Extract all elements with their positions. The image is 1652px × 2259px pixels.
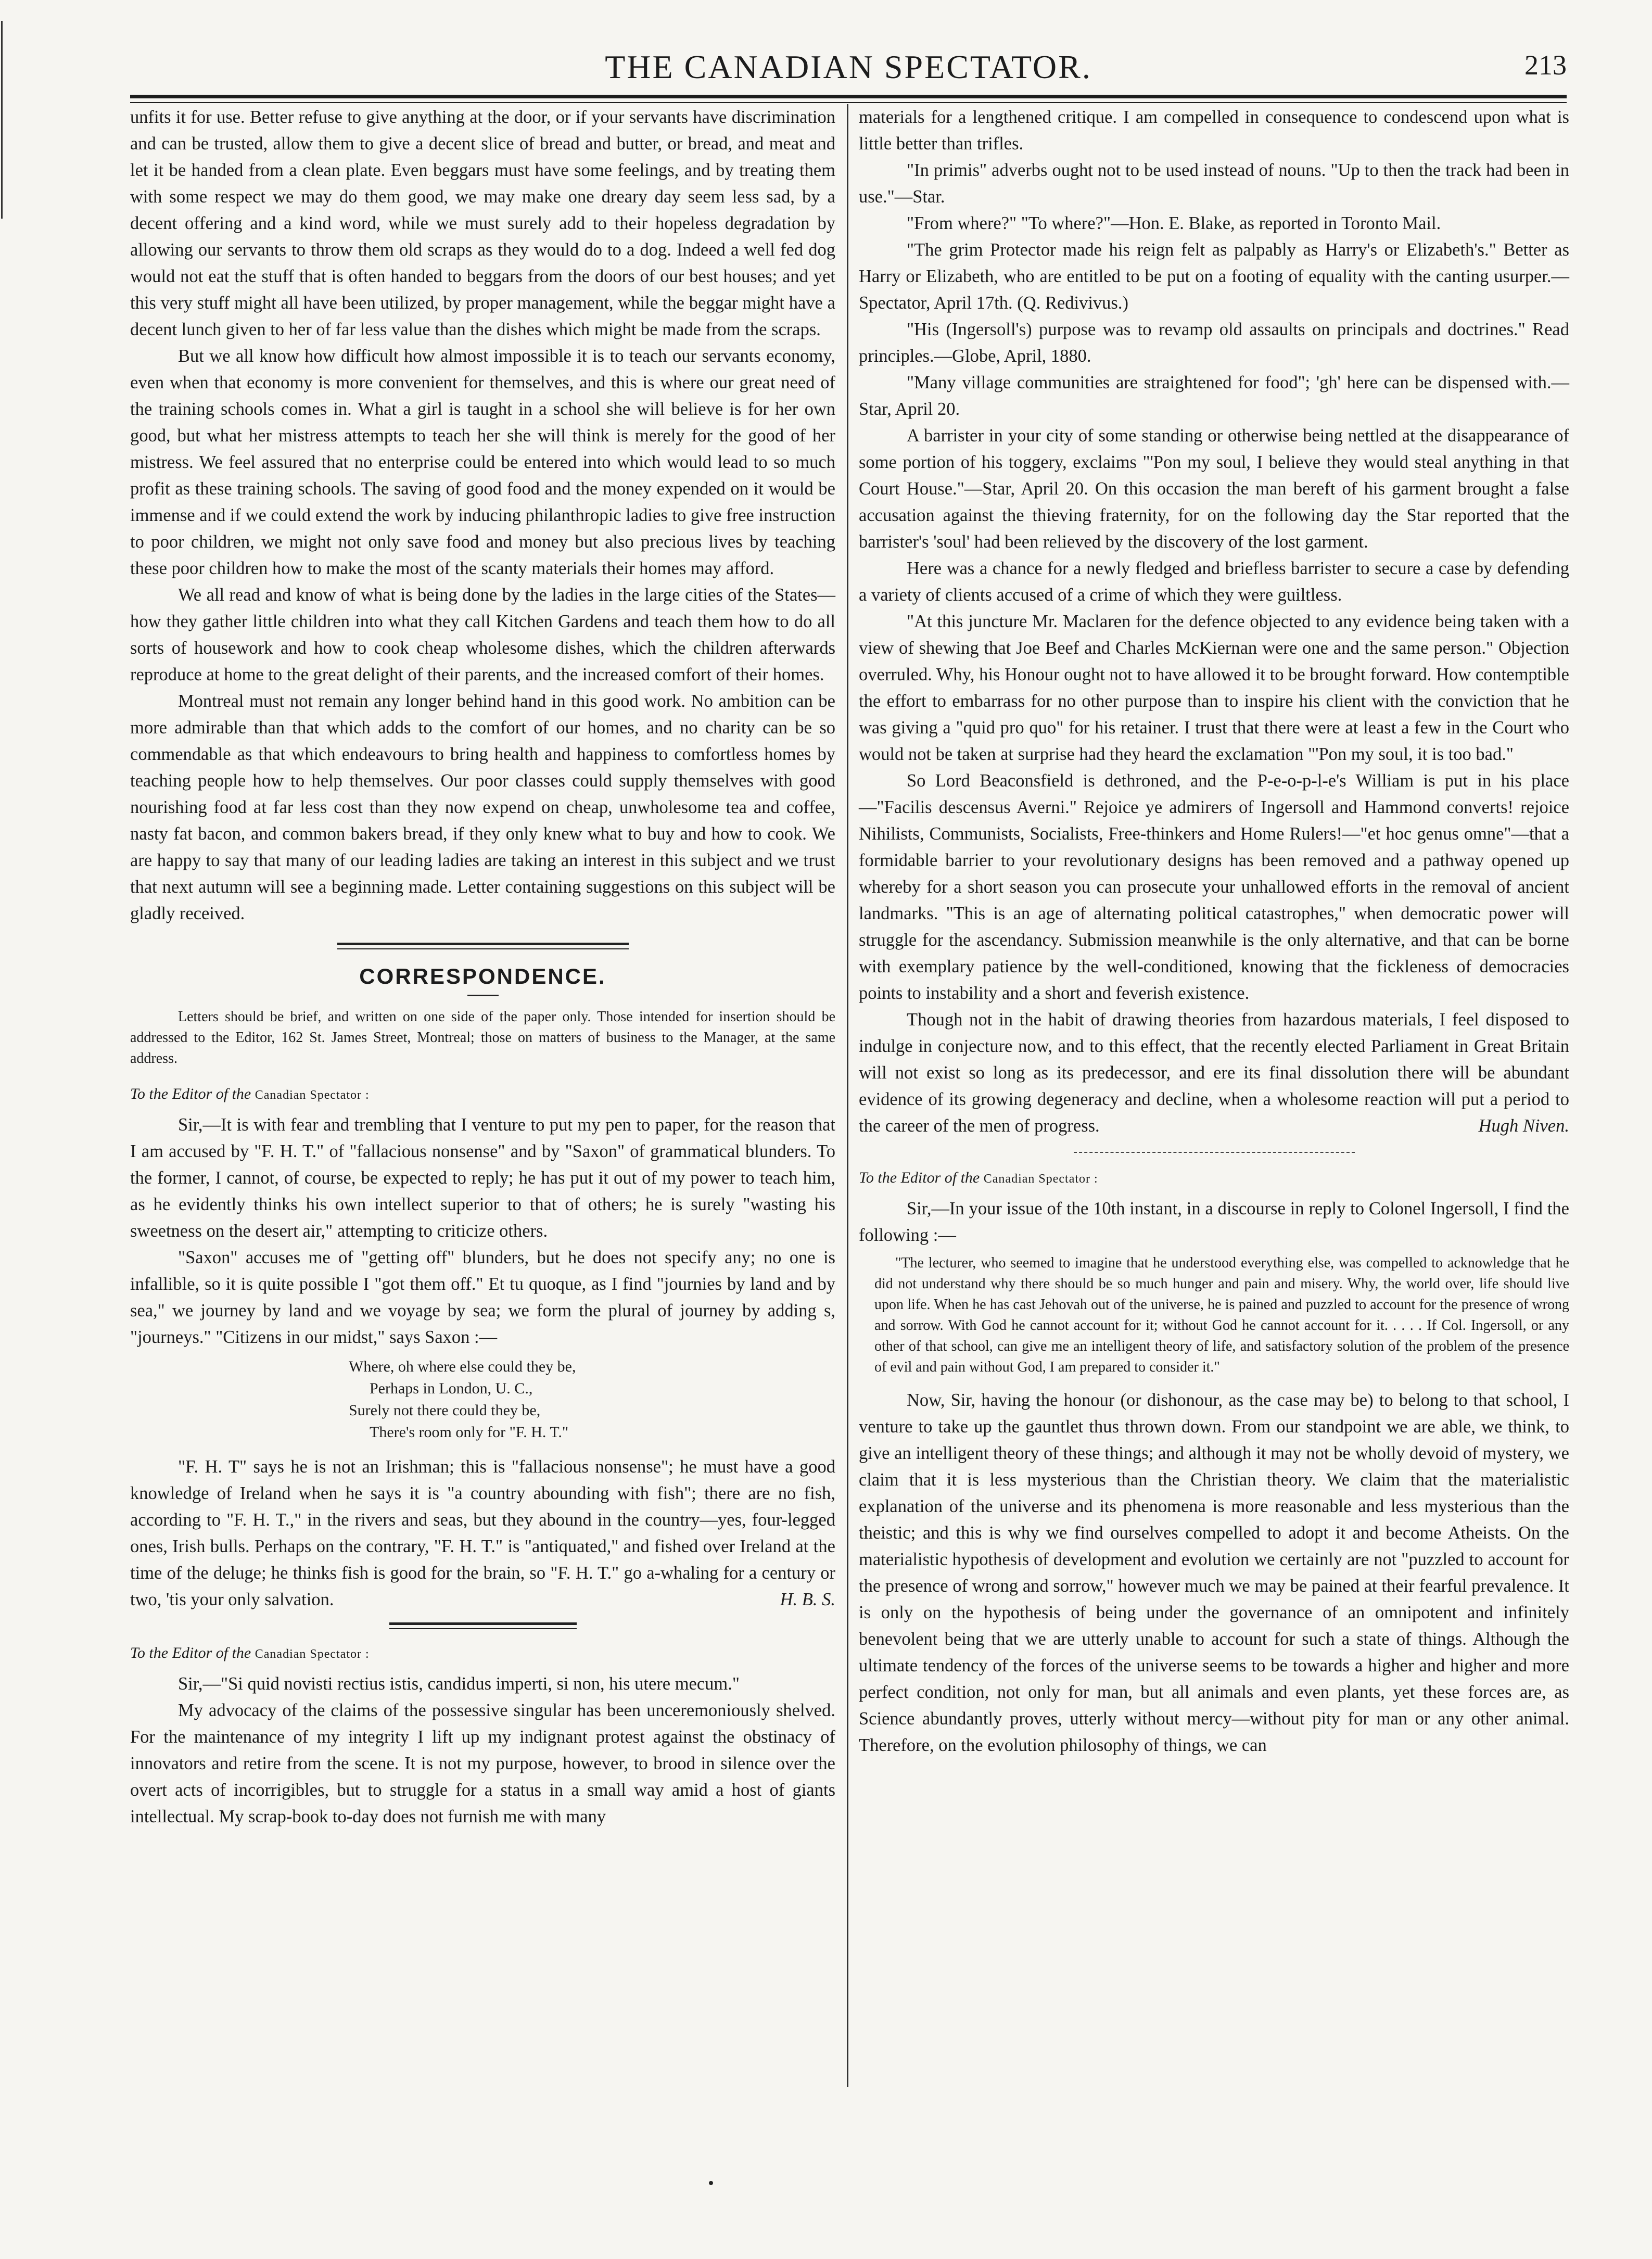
paragraph: Here was a chance for a newly fledged and briefless barrister to secure a case by defending a variety of clients accused of a crime of which they were guiltless. xyxy=(859,559,1569,605)
paragraph: But we all know how difficult how almost impossible it is to teach our servants economy, even when that economy is more convenient for themselves, and this is where our great need of the training schools comes in. What a girl is taught in a school she will believe is for her own good, but what her mistress attempts to teach her she will think is merely for the good of her mistress. We feel assured that no enterprise could be entered into which would lead to so much profit as these training schools. The saving of good food and the money expended on it would be immense and if we could extend the work by inducing philanthropic ladies to give free instruction to poor children, we might not only save food and money but also precious lives by teaching these poor children how to make the most of the scanty materials their homes may afford. xyxy=(130,346,835,578)
section-separator xyxy=(337,943,629,949)
address-text: To the Editor of the xyxy=(130,1644,251,1661)
left-column xyxy=(130,104,835,1830)
block-quote: "The lecturer, who seemed to imagine that he understood everything else, was compelled to acknowledge that he did not understand why there should be so much hunger and pain and misery. Why, the world over, life should live upon life. When he has cast Jehovah out of the universe, he is pained and puzzled to account for the presence of wrong and sorrow. With God he cannot account for it; without God he cannot account for it. . . . . If Col. Ingersoll, or any other of that school, can give me an intelligent theory of life, and satisfactory solution of the problem of the presence of evil and pain without God, I am prepared to consider it." xyxy=(874,1255,1569,1375)
section-separator xyxy=(389,1622,577,1629)
margin-mark xyxy=(1,21,3,219)
letter-address xyxy=(130,1081,835,1109)
address-publication: Canadian Spectator : xyxy=(255,1647,370,1661)
header-rule-thin xyxy=(130,102,1567,103)
paragraph: Sir,—"Si quid novisti rectius istis, candidus imperti, si non, his utere mecum." xyxy=(178,1674,740,1694)
publication-title: THE CANADIAN SPECTATOR. xyxy=(605,48,1092,85)
paragraph-text: Though not in the habit of drawing theories from hazardous materials, I feel disposed to indulge in conjecture now, and to this effect, that the recently elected Parliament in Great Britain will not exist so long as its predecessor, and ere its final dissolution there will be abundant evidence of its growing degeneracy and decline, when a wholesome reaction will put a period to the career of the men of progress. xyxy=(859,1010,1569,1136)
signature: Hugh Niven. xyxy=(1478,1116,1569,1136)
column-divider xyxy=(847,104,848,2087)
paragraph: "His (Ingersoll's) purpose was to revamp old assaults on principals and doctrines." Read principles.—Globe, April, 1880. xyxy=(859,320,1569,366)
header-rule xyxy=(130,95,1567,98)
paragraph: So Lord Beaconsfield is dethroned, and the P-e-o-p-l-e's William is put in his place—"Facilis descensus Averni." Rejoice ye admirers of Ingersoll and Hammond converts! rejoice Nihilists, Communists, Socialists, Free-thinkers and Home Rulers!—"et hoc genus omne"—that a formidable barrier to your revolutionary designs has been removed and a pathway opened up whereby for a short season you can prosecute your unhallowed efforts in the removal of ancient landmarks. "This is an age of alternating political catastrophes," when democratic power will struggle for the ascendancy. Submission meanwhile is the only alternative, and that can be borne with exemplary patience by the well-conditioned, knowing that the fickleness of democracies points to instability and a short and feverish existence. xyxy=(859,771,1569,1003)
right-column xyxy=(859,104,1569,1759)
paragraph: materials for a lengthened critique. I am compelled in consequence to condescend upon what is little better than trifles. xyxy=(859,107,1569,154)
paragraph-text: "F. H. T" says he is not an Irishman; this is "fallacious nonsense"; he must have a good knowledge of Ireland when he says it is "a country abounding with fish"; there are no fish, according to "F. H. T.," in the rivers and seas, but they abound in the country—yes, four-legged ones, Irish bulls. Perhaps on the contrary, "F. H. T." is "antiquated," and fished over Ireland at the time of the deluge; he thinks fish is good for the brain, so "F. H. T." go a-whaling for a century or two, 'tis your only salvation. xyxy=(130,1457,835,1609)
poem-line: Perhaps in London, U. C., xyxy=(370,1380,533,1397)
paragraph xyxy=(130,1454,835,1613)
address-publication: Canadian Spectator : xyxy=(983,1172,1098,1186)
poem-line: Surely not there could they be, xyxy=(349,1402,541,1419)
section-separator xyxy=(1074,1152,1355,1153)
letter-address xyxy=(130,1640,835,1668)
address-text: To the Editor of the xyxy=(859,1169,980,1186)
page-mark xyxy=(709,2181,713,2185)
paragraph: A barrister in your city of some standing or otherwise being nettled at the disappearance of some portion of his toggery, exclaims "'Pon my soul, I believe they would steal anything in that Court House."—Star, April 20. On this occasion the man bereft of his garment brought a false accusation against the thieving fraternity, for on the following day the Star reported that the barrister's 'soul' had been relieved by the discovery of the lost garment. xyxy=(859,426,1569,552)
poem-line: Where, oh where else could they be, xyxy=(349,1358,576,1375)
letter-address xyxy=(859,1164,1569,1192)
paragraph: "In primis" adverbs ought not to be used instead of nouns. "Up to then the track had been in use."—Star. xyxy=(859,160,1569,207)
paragraph: "The grim Protector made his reign felt as palpably as Harry's or Elizabeth's." Better as Harry or Elizabeth, who are entitled to be put on a footing of equality with the canting usurper.—Spectator, April 17th. (Q. Redivivus.) xyxy=(859,240,1569,313)
paragraph: Sir,—In your issue of the 10th instant, in a discourse in reply to Colonel Ingersoll, I find the following :— xyxy=(859,1199,1569,1245)
paragraph: unfits it for use. Better refuse to give anything at the door, or if your servants have discrimination and can be trusted, allow them to give a decent slice of bread and butter, or bread, and meat and let it be handed from a clean plate. Even beggars must have some feelings, and by treating them with some respect we may do them good, we may make one dreary day seem less sad, by a decent offering and a kind word, while we must surely add to their hopeless degradation by allowing our servants to throw them old scraps as they would do to a dog. Indeed a well fed dog would not eat the stuff that is often handed to beggars from the doors of our best houses; and yet this very stuff might all have been utilized, by proper management, while the beggar might have a decent lunch given to her of far less value than the dishes which might be made from the scraps. xyxy=(130,107,835,339)
poem xyxy=(349,1356,835,1443)
signature: H. B. S. xyxy=(780,1590,835,1609)
correspondence-heading: CORRESPONDENCE. xyxy=(359,964,606,988)
address-text: To the Editor of the xyxy=(130,1085,251,1102)
paragraph: Montreal must not remain any longer behind hand in this good work. No ambition can be more admirable than that which adds to the comfort of our homes, and no charity can be so commendable as that which endeavours to bring health and happiness to comfortless homes by teaching people how to help themselves. Our poor classes could supply themselves with good nourishing food at far less cost than they now expend on cheap, unwholesome tea and coffee, nasty fat bacon, and common bakers bread, if they only knew what to buy and how to cook. We are happy to say that many of our leading ladies are taking an interest in this subject and we trust that next autumn will see a beginning made. Letter containing suggestions on this subject will be gladly received. xyxy=(130,691,835,923)
paragraph: Sir,—It is with fear and trembling that I venture to put my pen to paper, for the reason that I am accused by "F. H. T." of "fallacious nonsense" and by "Saxon" of grammatical blunders. To the former, I cannot, of course, be expected to reply; he has put it out of my power to teach him, as he evidently thinks his own intellect superior to that of others; he is surely "wasting his sweetness on the desert air," attempting to criticize others. xyxy=(130,1115,835,1241)
editorial-note: Letters should be brief, and written on one side of the paper only. Those intended for insertion should be addressed to the Editor, 162 St. James Street, Montreal; those on matters of business to the Manager, at the same address. xyxy=(130,1009,835,1067)
paragraph: "At this juncture Mr. Maclaren for the defence objected to any evidence being taken with a view of shewing that Joe Beef and Charles McKiernan were one and the same person." Objection overruled. Why, his Honour ought not to have allowed it to be brought forward. How contemptible the effort to embarrass for no other purpose than to inspire his client with the conviction that he was giving a "quid pro quo" for his retainer. I trust that there were at least a few in the Court who would not be taken at surprise had they heard the exclamation "'Pon my soul, it is too bad." xyxy=(859,612,1569,764)
page-number: 213 xyxy=(1524,49,1567,81)
paragraph: "From where?" "To where?"—Hon. E. Blake, as reported in Toronto Mail. xyxy=(907,213,1441,233)
address-publication: Canadian Spectator : xyxy=(255,1088,370,1102)
paragraph: "Saxon" accuses me of "getting off" blunders, but he does not specify any; no one is infallible, so it is quite possible I "got them off." Et tu quoque, as I find "journies by land and by sea," we journey by land and we voyage by sea; we form the plural of journey by adding s, "journeys." "Citizens in our midst," says Saxon :— xyxy=(130,1248,835,1347)
paragraph: "Many village communities are straightened for food"; 'gh' here can be dispensed with.—Star, April 20. xyxy=(859,373,1569,419)
paragraph: Now, Sir, having the honour (or dishonour, as the case may be) to belong to that school, I venture to take up the gauntlet thus thrown down. From our standpoint we are able, we think, to give an intelligent theory of these things; and although it may not be wholly devoid of mystery, we claim that it is less mysterious than the Christian theory. We claim that the materialistic explanation of the universe and its phenomena is more reasonable and less mysterious than the theistic; and this is why we find ourselves compelled to adopt it and become Atheists. On the materialistic hypothesis of development and evolution we certainly are not "puzzled to account for the presence of wrong and sorrow," however much we may be pained at their fearful prevalence. It is only on the hypothesis of being under the governance of an omnipotent and infinitely benevolent being that we are utterly unable to account for such a state of things. Although the ultimate tendency of the forces of the universe seems to be towards a higher and higher and more perfect condition, not only for man, but all animals and even plants, yet these forces are, as Science abundantly proves, utterly without mercy—without pity for man or any other animal. Therefore, on the evolution philosophy of things, we can xyxy=(859,1390,1569,1755)
small-rule xyxy=(467,995,499,996)
poem-line: There's room only for "F. H. T." xyxy=(370,1424,569,1441)
paragraph: We all read and know of what is being done by the ladies in the large cities of the States—how they gather little children into what they call Kitchen Gardens and teach them how to do all sorts of housework and how to cook cheap wholesome dishes, which the children afterwards reproduce at home to the great delight of their parents, and the increased comfort of their homes. xyxy=(130,585,835,684)
paragraph: My advocacy of the claims of the possessive singular has been unceremoniously shelved. For the maintenance of my integrity I lift up my indignant protest against the obstinacy of innovators and retire from the scene. It is not my purpose, however, to brood in silence over the overt acts of incorrigibles, but to struggle for a status in a small way amid a host of giants intellectual. My scrap-book to-day does not furnish me with many xyxy=(130,1700,835,1826)
paragraph xyxy=(859,1007,1569,1139)
